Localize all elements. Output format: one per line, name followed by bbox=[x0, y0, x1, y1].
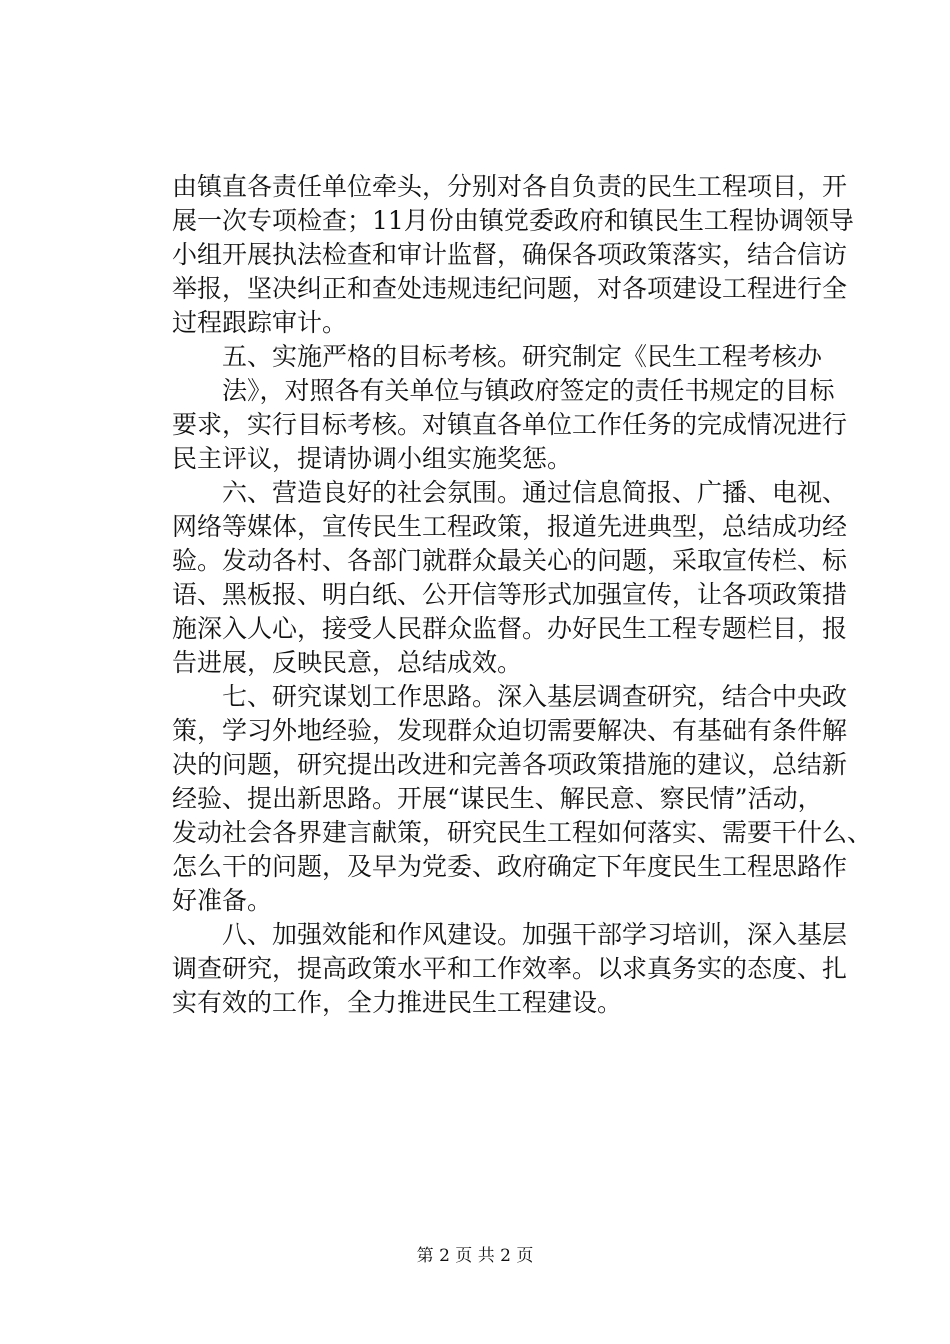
page-footer: 第 2 页 共 2 页 bbox=[416, 1246, 534, 1266]
text-line: 调查研究，提高政策水平和工作效率。以求真务实的态度、扎 bbox=[172, 954, 848, 983]
text-line: 决的问题，研究提出改进和完善各项政策措施的建议，总结新 bbox=[172, 750, 848, 779]
text-line: 告进展，反映民意，总结成效。 bbox=[172, 648, 523, 677]
text-line: 六、营造良好的社会氛围。通过信息简报、广播、电视、 bbox=[172, 478, 848, 507]
text-line: 法》，对照各有关单位与镇政府签定的责任书规定的目标 bbox=[172, 376, 835, 405]
text-line: 举报，坚决纠正和查处违规违纪问题，对各项建设工程进行全 bbox=[172, 274, 848, 303]
text-line: 语、黑板报、明白纸、公开信等形式加强宣传，让各项政策措 bbox=[172, 580, 848, 609]
text-line: 由镇直各责任单位牵头，分别对各自负责的民生工程项目，开 bbox=[172, 172, 848, 201]
text-line: 过程跟踪审计。 bbox=[172, 308, 348, 337]
text-line: 验。发动各村、各部门就群众最关心的问题，采取宣传栏、标 bbox=[172, 546, 848, 575]
text-line: 施深入人心，接受人民群众监督。办好民生工程专题栏目，报 bbox=[172, 614, 848, 643]
text-line: 发动社会各界建言献策，研究民生工程如何落实、需要干什么、 bbox=[172, 818, 873, 847]
text-line: 小组开展执法检查和审计监督，确保各项政策落实，结合信访 bbox=[172, 240, 848, 269]
text-line: 经验、提出新思路。开展“谋民生、解民意、察民情”活动， bbox=[172, 784, 823, 813]
document-body bbox=[172, 170, 873, 1020]
text-line: 好准备。 bbox=[172, 886, 273, 915]
text-line: 民主评议，提请协调小组实施奖惩。 bbox=[172, 444, 573, 473]
text-line: 怎么干的问题，及早为党委、政府确定下年度民生工程思路作 bbox=[172, 852, 848, 881]
text-line: 要求，实行目标考核。对镇直各单位工作任务的完成情况进行 bbox=[172, 410, 848, 439]
text-line: 五、实施严格的目标考核。研究制定《民生工程考核办 bbox=[172, 342, 823, 371]
text-line: 七、研究谋划工作思路。深入基层调查研究，结合中央政 bbox=[172, 682, 848, 711]
text-line: 策，学习外地经验，发现群众迫切需要解决、有基础有条件解 bbox=[172, 716, 848, 745]
text-line: 网络等媒体，宣传民生工程政策，报道先进典型，总结成功经 bbox=[172, 512, 848, 541]
text-line: 实有效的工作，全力推进民生工程建设。 bbox=[172, 988, 623, 1017]
text-line: 展一次专项检查；11月份由镇党委政府和镇民生工程协调领导 bbox=[172, 206, 854, 235]
text-line: 八、加强效能和作风建设。加强干部学习培训，深入基层 bbox=[172, 920, 848, 949]
